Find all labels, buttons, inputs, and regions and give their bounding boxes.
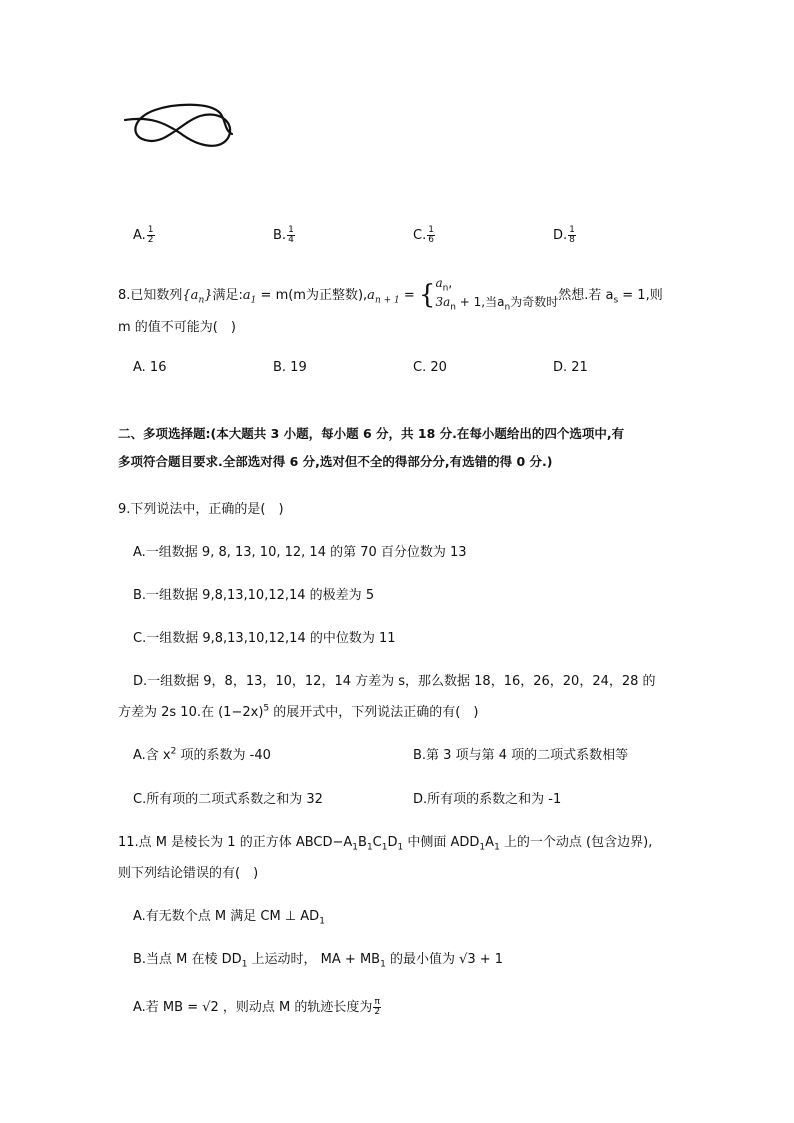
q11-option-c: A.若 MB = √2 ，则动点 M 的轨迹长度为 $\frac{\pi}{2}$	[133, 997, 381, 1017]
section2-heading-line1: 二、多项选择题:(本大题共 3 小题，每小题 6 分，共 18 分.在每小题给出的四个选项中,有	[118, 426, 625, 441]
q10-option-a: A.含 $x^2$ 项的系数为 -40	[133, 746, 271, 763]
q7-option-b: B. $\frac{1}{4}$	[273, 225, 294, 245]
q9-option-d-line2: 方差为 2s 10.在 $(1-2x)^5$ 的展开式中，下列说法正确的有( )	[118, 703, 479, 720]
q10-option-d: D.所有项的系数之和为 -1	[413, 792, 562, 807]
q9-option-b: B.一组数据 9,8,13,10,12,14 的极差为 5	[133, 588, 375, 603]
q9-option-d: D.一组数据 9，8，13，10，12，14 方差为 s，那么数据 18，16，26，20，24，28 的	[133, 674, 656, 689]
curve-figure-icon	[120, 98, 240, 158]
q11-stem-line2: 则下列结论错误的有( )	[118, 866, 259, 881]
q10-option-c: C.所有项的二项式系数之和为 32	[133, 792, 323, 807]
q11-option-b: B.当点 M 在棱 $DD_1$ 上运动时， MA + $MB_1$ 的最小值为 √3 + 1	[133, 952, 504, 970]
section2-heading-line2: 多项符合题目要求.全部选对得 6 分,选对但不全的得部分分,有选错的得 0 分.)	[118, 454, 553, 469]
q7-option-a: A. $\frac{1}{2}$	[133, 225, 154, 245]
q7-option-d: D. $\frac{1}{8}$	[553, 225, 575, 245]
q8-option-a: A. 16	[133, 360, 167, 375]
q9-stem: 9.下列说法中，正确的是( )	[118, 502, 284, 517]
q8-cases: $a_n$, $3a_n + 1$,当$a_n$为奇数时	[435, 276, 559, 313]
q10-option-b: B.第 3 项与第 4 项的二项式系数相等	[413, 748, 629, 763]
q8-stem-line2: m 的值不可能为( )	[118, 320, 236, 335]
q11-stem: 11.点 M 是棱长为 1 的正方体 $ABCD-A_1B_1C_1D_1$ 中侧面 $ADD_1A_1$ 上的一个动点 (包含边界),	[118, 835, 653, 853]
q8-option-c: C. 20	[413, 360, 447, 375]
q7-option-c: C. $\frac{1}{6}$	[413, 225, 434, 245]
q8-stem: 8.已知数列$\{a_n\}$满足$:a_1 = m(m$为正整数)$,a_{n + 1}$ = { $a_n$, $3a_n + 1$,当$a_n$为奇数时 然想.若 $a_s = 1$,则	[118, 276, 663, 313]
q8-option-d: D. 21	[553, 360, 588, 375]
q8-option-b: B. 19	[273, 360, 307, 375]
q9-option-c: C.一组数据 9,8,13,10,12,14 的中位数为 11	[133, 631, 396, 646]
q9-option-a: A.一组数据 9, 8, 13, 10, 12, 14 的第 70 百分位数为 13	[133, 545, 467, 560]
q11-option-a: A.有无数个点 M 满足 CM ⊥ $AD_1$	[133, 909, 325, 927]
